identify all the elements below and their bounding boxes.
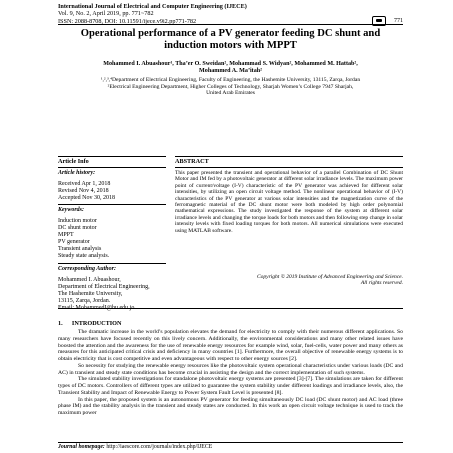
issn-line: ISSN: 2088-8708, DOI: 10.11591/ijece.v9i2.pp771-782: [58, 17, 197, 25]
journal-name: International Journal of Electrical and Computer Engineering (IJECE): [58, 3, 247, 10]
header-rule: [58, 24, 403, 25]
copyright-line-2: All rights reserved.: [360, 280, 403, 287]
intro-paragraph-2: So necessity for studying the renewable energy resources like the photovoltaic system operational characteristics under various loads (DC and AC) in transient and steady state conditions has become crucial in assisting the design and the correct implementation of such systems.: [58, 362, 403, 376]
corresponding-line: Mohammed I. Abuashour,: [58, 277, 121, 283]
footer: [58, 444, 212, 450]
intro-paragraph-4: In this paper, the proposed system is an autonomous PV generator for feeding simultaneously DC load (DC shunt motor) and AC load (three phase IM) and the stability analysis in the transient and steady states are conducted. In this work an open circuit voltage technique is used to track the maximum power: [58, 396, 403, 416]
accepted-date: Accepted Nov 30, 2018: [58, 195, 115, 201]
intro-paragraph-3: The simulated stability investigations for standalone photovoltaic energy systems are presented [3]-[7]. The simulations are taken for different types of DC motors. Controllers of different types are utilized to guarantee the system stability under different loadings and irradiance levels, also, the Transient Stability and Impact of Renewable Energy to Power System Fault Level is presented [8].: [58, 376, 403, 396]
corresponding-line: The Hashemite University,: [58, 291, 123, 297]
box-bottom-rule: [58, 308, 403, 309]
intro-paragraph-1: The dramatic increase in the world’s population elevates the demand for electricity to comply with their numerous different applications. So many researchers have focused recently on this lively concern. Additionally, the environmental considerations and many other related issues have boosted the attention and the awareness for the use of renewable energy resources for example wind, solar, fuel-cells, water power and many others as measures for this anticipated critical crisis and deficiency in many countries [1]. Furthermore, the overall objective of renewable energy systems is to obtain electricity that is cost competitive and even advantageous with respect to other energy sources [2].: [58, 329, 403, 362]
affiliations: [58, 77, 403, 97]
keyword-item: DC shunt motor: [58, 225, 97, 231]
journal-header: [58, 3, 403, 25]
page-number: 771: [394, 18, 403, 24]
keywords-block: [58, 207, 166, 260]
abstract-heading: ABSTRACT: [175, 158, 209, 165]
keyword-item: MPPT: [58, 232, 74, 238]
received-date: Received Apr 1, 2018: [58, 181, 111, 187]
abstract-top-rule: [175, 156, 403, 157]
info-sub-rule: [58, 167, 166, 168]
authors: [58, 61, 403, 75]
keyword-item: PV generator: [58, 239, 90, 245]
history-label: Article history:: [58, 170, 96, 176]
volume-line: Vol. 9, No. 2, April 2019, pp. 771~782: [58, 10, 154, 18]
abstract-sub-rule: [175, 167, 403, 168]
authors-line-1: Mohammed I. Abuashour¹, Tha’er O. Sweidan², Mohammad S. Widyan², Mohammed M. Hattab²,: [103, 61, 358, 67]
homepage-link[interactable]: http://iaescore.com/journals/index.php/IJECE: [106, 444, 213, 450]
info-top-rule: [58, 156, 166, 157]
copyright-line-1: Copyright © 2019 Institute of Advanced Engineering and Science.: [257, 274, 403, 280]
affiliation-1: ¹,²,³,⁴Department of Electrical Engineering, Faculty of Engineering, the Hashemite University, 13115, Zarqa, Jordan: [100, 77, 361, 83]
affiliation-2: ²Electrical Engineering Department, Higher Colleges of Technology, Sharjah Women’s College 7947 Sharjah,: [107, 83, 354, 90]
affiliation-3: United Arab Emirates: [206, 90, 255, 97]
article-info-heading: Article Info: [58, 158, 89, 165]
paper-title: Operational performance of a PV generator feeding DC shunt and induction motors with MPPT: [80, 28, 381, 51]
introduction-body: [58, 329, 403, 417]
corresponding-line: Email: MohammedI@hu.edu.jo: [58, 305, 135, 311]
keywords-rule: [58, 204, 166, 205]
introduction-heading: 1. INTRODUCTION: [58, 320, 122, 327]
homepage-label: Journal homepage:: [58, 444, 105, 450]
corresponding-line: 13115, Zarqa, Jordan.: [58, 298, 111, 304]
keyword-item: Transient analysis: [58, 246, 102, 252]
keywords-label: Keywords:: [58, 207, 84, 213]
keyword-item: Steady state analysis.: [58, 253, 110, 259]
copyright-notice: [175, 274, 403, 287]
keyword-item: Induction motor: [58, 218, 97, 224]
abstract-text: This paper presented the transient and operational behavior of a parallel Combination of DC Shunt Motor and IM fed by a photovoltaic generator at different solar irradiance levels. The maximum power point of current/voltage (I-V) characteristic of the PV generator was achieved for different solar intensities, by utilizing an open circuit voltage method. The nonlinear operational behavior of (I-V) characteristics of the PV generator at various solar intensities and the magnetization curve of the ferromagnetic material of the DC shunt motor were both modeled by high order polynomial mathematical expressions. The study investigated the response of the system at different solar irradiance levels and changing the torque loads for both motors and then following step change in solar intensity levels with fixed loading torques for both motors. All numerical simulations were executed using MATLAB software.: [175, 170, 403, 234]
revised-date: Revised Nov 4, 2018: [58, 188, 109, 194]
article-history: [58, 170, 166, 202]
corresponding-top-rule: [58, 263, 166, 264]
corresponding-line: Department of Electrical Engineering,: [58, 284, 150, 290]
corresponding-author: [58, 266, 166, 312]
authors-line-2: Mohammed A. Ma’itah²: [199, 68, 262, 75]
corresponding-label: Corresponding Author:: [58, 266, 116, 272]
footer-rule: [58, 442, 403, 443]
